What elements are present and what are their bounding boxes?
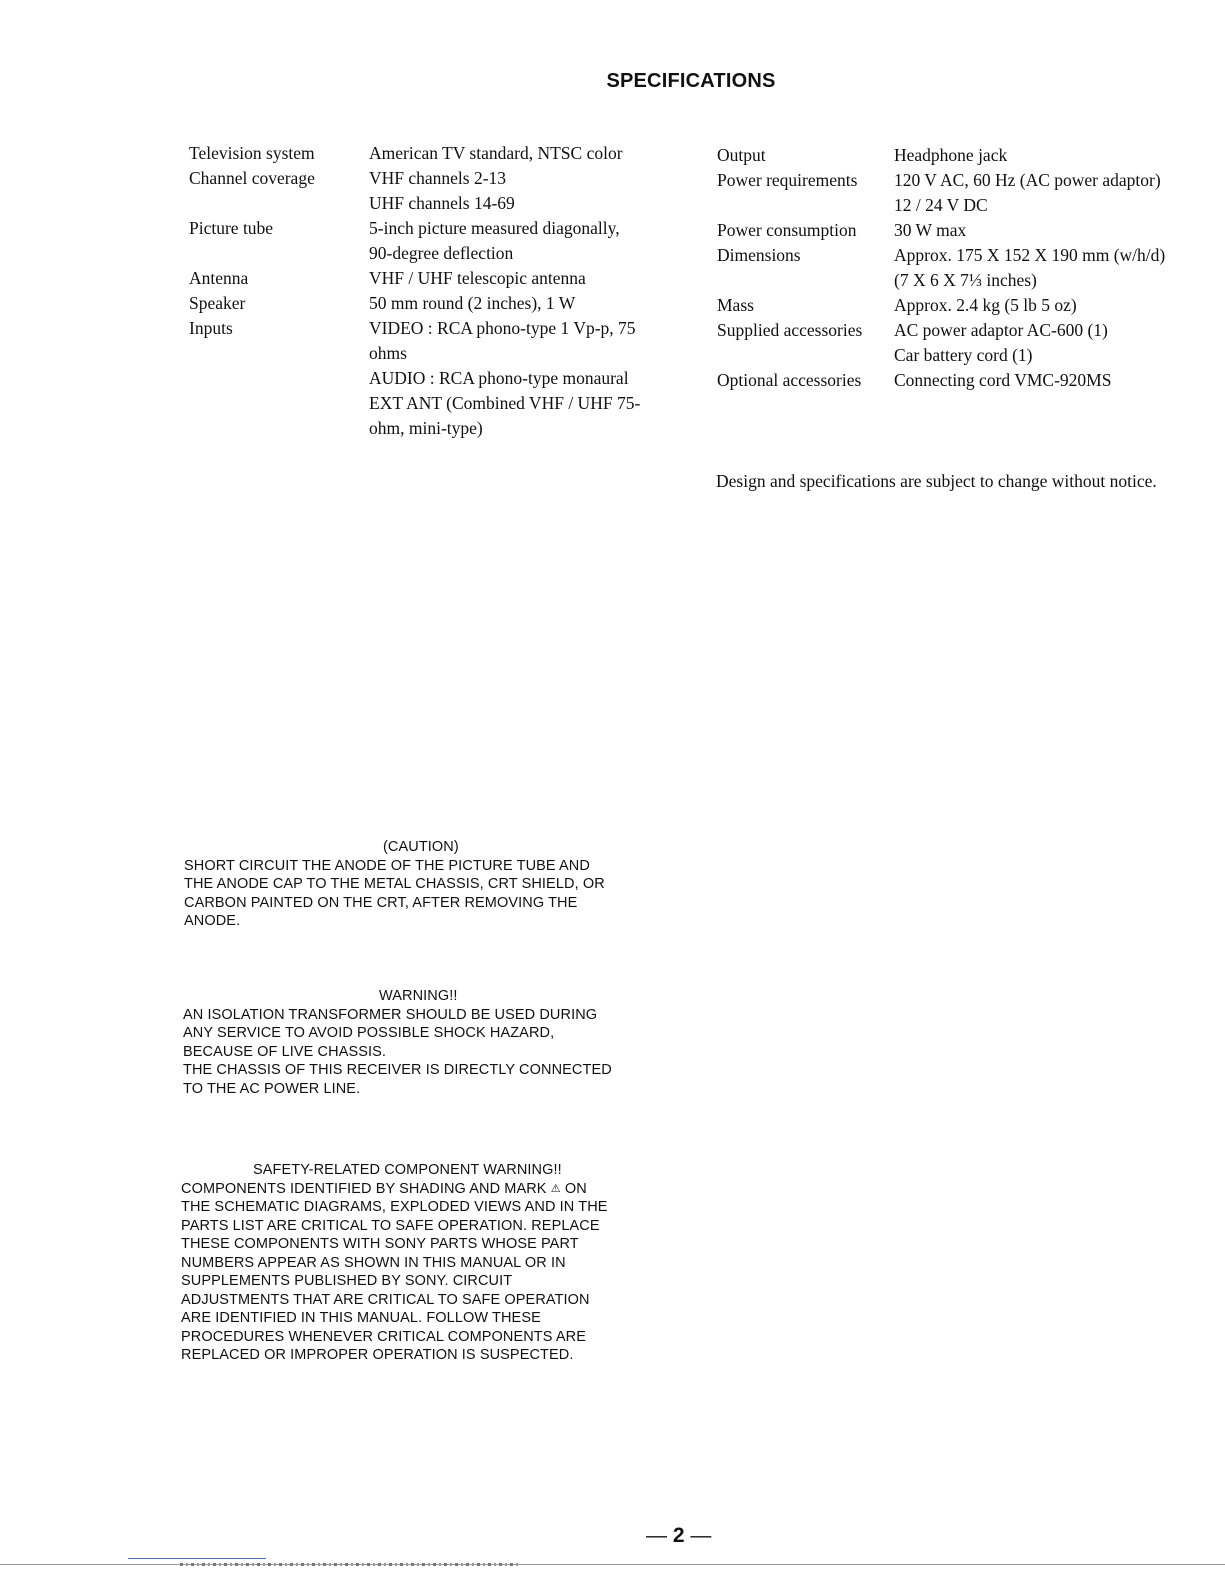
spec-value: EXT ANT (Combined VHF / UHF 75- [369,393,641,413]
spec-value: 30 W max [894,220,967,240]
text-line: SUPPLEMENTS PUBLISHED BY SONY. CIRCUIT [181,1273,513,1289]
page-title: SPECIFICATIONS [606,70,776,92]
spec-label: Output [717,145,766,165]
spec-row [717,218,1194,243]
spec-row [717,318,1194,368]
text-line: PROCEDURES WHENEVER CRITICAL COMPONENTS ARE [181,1328,586,1345]
spec-label: Power requirements [717,170,858,190]
spec-value: 90-degree deflection [369,243,514,263]
spec-values [369,141,669,166]
spec-value: Approx. 2.4 kg (5 lb 5 oz) [894,295,1077,315]
spec-label: Channel coverage [189,168,315,188]
spec-value: 120 V AC, 60 Hz (AC power adaptor) [894,170,1161,190]
spec-row [189,216,669,266]
spec-value: 5-inch picture measured diagonally, [369,218,620,238]
page-dash-right: — [690,1524,712,1547]
spec-value: AUDIO : RCA phono-type monaural [369,368,629,388]
spec-values [369,166,669,216]
spec-row [189,166,669,216]
caution-title: (CAUTION) [383,839,459,855]
spec-label: Power consumption [717,220,857,240]
spec-label: Antenna [189,268,249,288]
spec-label: Supplied accessories [717,320,863,340]
text-line: ARE IDENTIFIED IN THIS MANUAL. FOLLOW THESE [181,1310,541,1326]
spec-value: ohm, mini-type) [369,418,483,438]
spec-values [369,316,669,441]
spec-row [717,243,1194,293]
spec-values [894,368,1194,393]
scan-artifact-noise [180,1563,520,1566]
spec-row [717,293,1194,318]
spec-row [189,141,669,166]
spec-values [894,318,1194,368]
safety-warning-first-line [181,1180,608,1199]
text-line: THE SCHEMATIC DIAGRAMS, EXPLODED VIEWS AND IN THE [181,1199,608,1215]
spec-label: Picture tube [189,218,274,238]
text-line: NUMBERS APPEAR AS SHOWN IN THIS MANUAL OR IN [181,1254,566,1271]
spec-row [189,316,669,441]
warning-triangle-icon: ⚠ [550,1182,561,1195]
spec-values [369,266,669,291]
text-line: AN ISOLATION TRANSFORMER SHOULD BE USED DURING [183,1006,598,1023]
spec-values [894,168,1194,218]
safety-line-start: COMPONENTS IDENTIFIED BY SHADING AND MARK [181,1180,547,1197]
text-line: ANODE. [184,913,241,929]
spec-value: (7 X 6 X 7⅓ inches) [894,270,1037,290]
spec-value: Car battery cord (1) [894,345,1033,365]
text-line: REPLACED OR IMPROPER OPERATION IS SUSPECTED. [181,1347,574,1363]
text-line: BECAUSE OF LIVE CHASSIS. [183,1043,387,1060]
text-line: ADJUSTMENTS THAT ARE CRITICAL TO SAFE OPERATION [181,1291,590,1308]
page-dash-left: — [646,1524,667,1547]
spec-value: American TV standard, NTSC color [369,143,623,163]
warning-title: WARNING!! [379,988,458,1004]
spec-value: VHF channels 2-13 [369,168,507,188]
spec-label: Dimensions [717,245,801,265]
caution-block [184,838,605,931]
spec-row [717,168,1194,218]
spec-value: UHF channels 14-69 [369,193,515,213]
spec-table-left [189,141,669,441]
spec-values [894,143,1194,168]
spec-values [369,291,669,316]
change-notice: Design and specifications are subject to change without notice. [716,471,1157,491]
spec-value: VHF / UHF telescopic antenna [369,268,586,288]
spec-row [189,266,669,291]
spec-value: AC power adaptor AC-600 (1) [894,320,1108,340]
warning-block [183,987,612,1098]
spec-values [894,243,1194,293]
warning-text [183,1006,612,1099]
spec-label: Mass [717,295,754,315]
spec-values [894,293,1194,318]
text-line: SHORT CIRCUIT THE ANODE OF THE PICTURE TUBE AND [184,857,590,874]
spec-label: Speaker [189,293,246,313]
safety-warning-title: SAFETY-RELATED COMPONENT WARNING!! [253,1162,562,1178]
text-line: TO THE AC POWER LINE. [183,1080,361,1097]
spec-row [717,368,1194,393]
spec-values [894,218,1194,243]
spec-value: 50 mm round (2 inches), 1 W [369,293,576,313]
spec-value: Connecting cord VMC-920MS [894,370,1112,390]
text-line: THE ANODE CAP TO THE METAL CHASSIS, CRT SHIELD, OR [184,876,605,892]
spec-row [189,291,669,316]
safety-warning-block [181,1161,608,1365]
spec-table-right [717,143,1194,393]
spec-label: Inputs [189,318,233,338]
page-number-value: 2 [672,1524,685,1547]
text-line: CARBON PAINTED ON THE CRT, AFTER REMOVING THE [184,894,578,911]
spec-value: Approx. 175 X 152 X 190 mm (w/h/d) [894,245,1166,265]
spec-label: Optional accessories [717,370,862,390]
scan-artifact-mark [128,1558,266,1559]
spec-value: VIDEO : RCA phono-type 1 Vp-p, 75 [369,318,636,338]
spec-value: 12 / 24 V DC [894,195,988,215]
spec-value: Headphone jack [894,145,1008,165]
spec-value: ohms [369,343,407,363]
spec-row [717,143,1194,168]
spec-values [369,216,669,266]
text-line: THE CHASSIS OF THIS RECEIVER IS DIRECTLY CONNECTED [183,1062,612,1078]
safety-warning-text [181,1198,608,1365]
text-line: PARTS LIST ARE CRITICAL TO SAFE OPERATION. REPLACE [181,1217,600,1234]
text-line: THESE COMPONENTS WITH SONY PARTS WHOSE PART [181,1236,579,1252]
spec-label: Television system [189,143,315,163]
safety-line-end: ON [564,1180,587,1197]
page-number [646,1524,711,1548]
caution-text [184,857,605,931]
text-line: ANY SERVICE TO AVOID POSSIBLE SHOCK HAZARD, [183,1025,555,1041]
